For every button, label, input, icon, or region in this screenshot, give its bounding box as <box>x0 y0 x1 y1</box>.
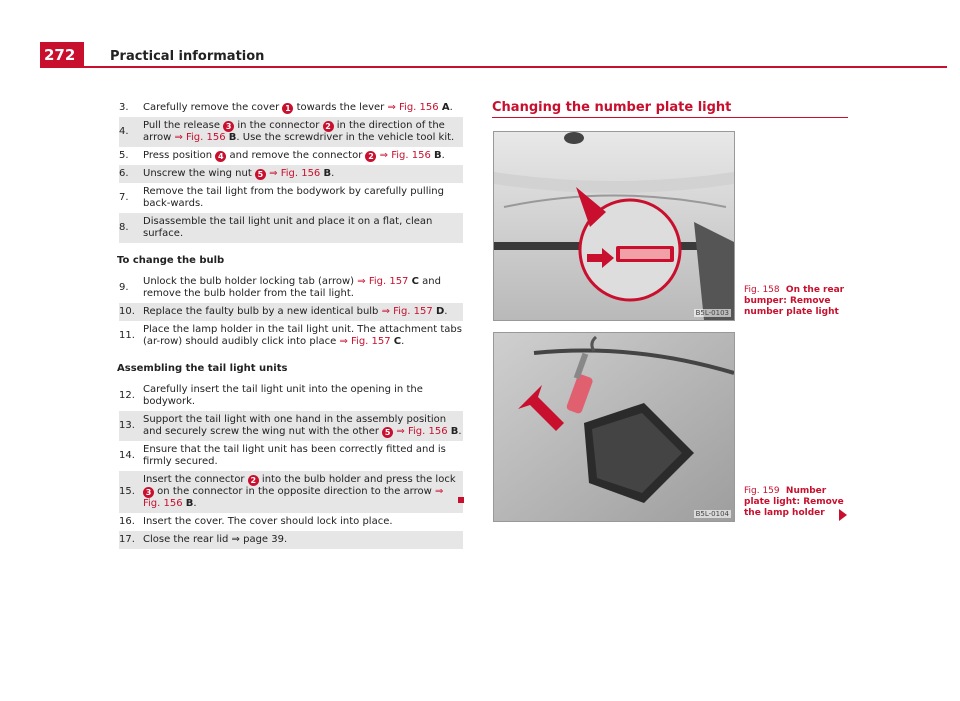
figure-reference-link: ⇒ Fig. 156 <box>387 102 442 113</box>
step-text-part: and remove the bulb holder from the tail light. <box>143 276 441 299</box>
step-number: 4. <box>119 126 129 137</box>
callout-number-icon: 5 <box>382 427 393 438</box>
step-text-part: Remove the tail light from the bodywork by carefully pulling back-wards. <box>143 186 444 209</box>
step-number: 12. <box>119 390 135 401</box>
step-text-part: . <box>331 168 335 179</box>
step-row <box>119 471 463 513</box>
step-row <box>119 441 463 471</box>
step-text-part: . <box>458 426 462 437</box>
step-text-part: . <box>401 336 405 347</box>
step-text-part: . Use the screwdriver in the vehicle tool kit. <box>236 132 455 143</box>
instructions-column <box>119 99 463 549</box>
figure-158-caption-text: On the rear bumper: Remove number plate light <box>744 285 845 317</box>
step-number: 16. <box>119 516 135 527</box>
step-text-part: Disassemble the tail light unit and place it on a flat, clean surface. <box>143 216 433 239</box>
figure-reference-link: ⇒ Fig. 156 <box>396 426 451 437</box>
callout-number-icon: 2 <box>365 151 376 162</box>
step-row <box>119 273 463 303</box>
callout-number-icon: 2 <box>248 475 259 486</box>
step-text-part: Support the tail light with one hand in the assembly position and securely screw the wing nut with the other <box>143 414 447 437</box>
section-title: Changing the number plate light <box>492 100 732 115</box>
step-text-part: into the bulb holder and press the lock <box>258 474 456 485</box>
step-row <box>119 513 463 531</box>
step-text-part: Unscrew the wing nut <box>143 168 255 179</box>
step-text-part: Unlock the bulb holder locking tab (arrow) <box>143 276 358 287</box>
step-text-part: . <box>193 498 197 509</box>
step-number: 15. <box>119 486 135 497</box>
figure-part-letter: B <box>185 498 194 509</box>
step-number: 9. <box>119 282 129 293</box>
figure-part-letter: C <box>393 336 402 347</box>
step-text-part: in the direction of the arrow <box>143 120 445 143</box>
step-text <box>142 120 463 144</box>
callout-number-icon: 3 <box>223 121 234 132</box>
figure-158-label: Fig. 158 <box>744 285 780 295</box>
step-row <box>119 531 463 549</box>
figure-part-letter: B <box>434 150 442 161</box>
figure-158-code: B5L-0103 <box>695 309 729 317</box>
step-row <box>119 411 463 441</box>
figure-reference-link: ⇒ Fig. 156 <box>174 132 229 143</box>
figure-reference-link: ⇒ Fig. 156 <box>143 486 444 509</box>
step-number: 17. <box>119 534 135 545</box>
step-number: 14. <box>119 450 135 461</box>
step-text-part: Insert the cover. The cover should lock into place. <box>143 516 393 527</box>
step-row <box>119 99 463 117</box>
figure-reference-link: ⇒ Fig. 157 <box>381 306 436 317</box>
step-text-part: Close the rear lid ⇒ page 39. <box>143 534 288 545</box>
callout-number-icon: 4 <box>215 151 226 162</box>
header-title: Practical information <box>110 49 265 64</box>
steps-bulb <box>119 273 463 351</box>
step-text <box>142 150 463 162</box>
step-number: 7. <box>119 192 129 203</box>
step-text-part: in the connector <box>234 120 323 131</box>
figure-159-code: B5L-0104 <box>695 510 729 518</box>
step-number: 11. <box>119 330 135 341</box>
step-text-part: Carefully insert the tail light unit into the opening in the bodywork. <box>143 384 423 407</box>
figure-part-letter: C <box>411 276 419 287</box>
step-text-part: Replace the faulty bulb by a new identical bulb <box>143 306 382 317</box>
step-number: 8. <box>119 222 129 233</box>
step-text-part: on the connector in the opposite direction to the arrow <box>154 486 435 497</box>
step-text <box>142 474 463 510</box>
step-row <box>119 165 463 183</box>
step-text <box>142 444 463 468</box>
step-text <box>142 534 463 546</box>
figure-part-letter: A <box>441 102 450 113</box>
figure-158-image <box>493 131 735 321</box>
callout-number-icon: 1 <box>282 103 293 114</box>
continue-arrow-icon <box>839 509 847 521</box>
section-title-rule <box>492 117 848 118</box>
step-row <box>119 381 463 411</box>
step-text <box>142 414 463 438</box>
step-number: 3. <box>119 102 129 113</box>
figure-part-letter: B <box>228 132 237 143</box>
figure-158-caption <box>744 285 852 318</box>
step-text-part: . <box>449 102 453 113</box>
step-number: 10. <box>119 306 135 317</box>
step-text-part: Press position <box>143 150 216 161</box>
figure-159-label: Fig. 159 <box>744 486 780 496</box>
step-text <box>142 186 463 210</box>
callout-number-icon: 5 <box>255 169 266 180</box>
step-row <box>119 183 463 213</box>
callout-number-icon: 3 <box>143 487 154 498</box>
figure-159-image <box>493 332 735 522</box>
step-text <box>142 276 463 300</box>
step-text-part: . <box>444 306 448 317</box>
step-text <box>142 306 463 318</box>
step-row <box>119 303 463 321</box>
figure-part-letter: D <box>435 306 445 317</box>
step-text-part: and remove the connector <box>226 150 366 161</box>
step-row <box>119 147 463 165</box>
step-number: 13. <box>119 420 135 431</box>
step-text <box>142 384 463 408</box>
step-text <box>142 102 463 114</box>
section-end-mark <box>458 497 464 503</box>
step-row <box>119 321 463 351</box>
step-text <box>142 516 463 528</box>
step-number: 6. <box>119 168 129 179</box>
step-text-part: Carefully remove the cover <box>143 102 283 113</box>
figure-159-caption <box>744 486 852 519</box>
step-text-part: Insert the connector <box>143 474 248 485</box>
step-row <box>119 117 463 147</box>
step-text-part: Pull the release <box>143 120 224 131</box>
section-change-bulb: To change the bulb <box>117 255 225 266</box>
steps-removal <box>119 99 463 243</box>
step-row <box>119 213 463 243</box>
figure-159-caption-text: Number plate light: Remove the lamp holder <box>744 486 844 518</box>
callout-number-icon: 2 <box>323 121 334 132</box>
step-text-part: Place the lamp holder in the tail light unit. The attachment tabs (ar-row) should audibly click into place <box>143 324 462 347</box>
step-text-part: . <box>441 150 445 161</box>
page-number: 272 <box>40 42 84 68</box>
figure-part-letter: B <box>323 168 332 179</box>
steps-assembly <box>119 381 463 549</box>
section-assembly: Assembling the tail light units <box>117 363 288 374</box>
header-rule <box>84 66 947 68</box>
figure-part-letter: B <box>450 426 459 437</box>
figure-reference-link: ⇒ Fig. 156 <box>379 150 435 161</box>
figure-reference-link: ⇒ Fig. 157 <box>357 276 412 287</box>
step-text <box>142 324 463 348</box>
step-text <box>142 216 463 240</box>
step-number: 5. <box>119 150 129 161</box>
step-text-part: towards the lever <box>293 102 388 113</box>
step-text <box>142 168 463 180</box>
figure-reference-link: ⇒ Fig. 156 <box>269 168 324 179</box>
step-text-part: Ensure that the tail light unit has been correctly fitted and is firmly secured. <box>143 444 446 467</box>
figure-reference-link: ⇒ Fig. 157 <box>339 336 394 347</box>
